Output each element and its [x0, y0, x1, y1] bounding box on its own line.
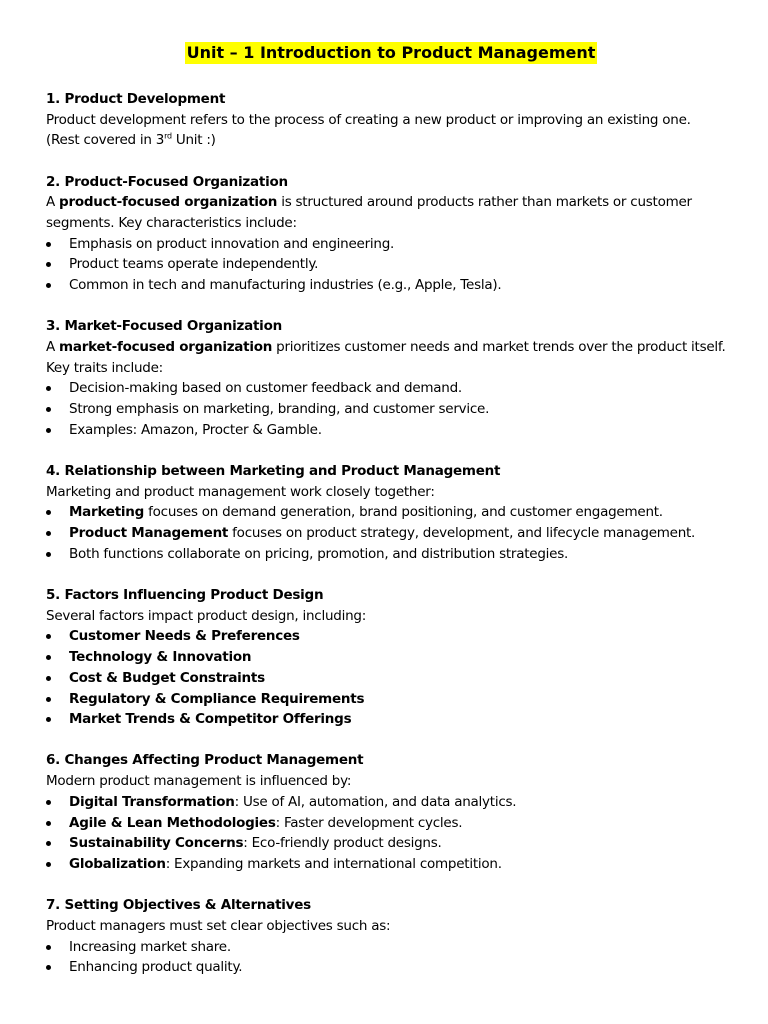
- list-item-text: focuses on product strategy, development, and lifecycle management.: [228, 525, 696, 542]
- text-run: (Rest covered in 3: [46, 132, 165, 149]
- list-item-text: Both functions collaborate on pricing, promotion, and distribution strategies.: [69, 545, 569, 562]
- bold-term: Sustainability Concerns: [69, 835, 244, 852]
- section-changes-product-management: [46, 750, 736, 874]
- text-run: A: [46, 194, 60, 211]
- bold-term: market-focused organization: [59, 339, 273, 356]
- paragraph: [46, 192, 736, 213]
- list-item: [46, 502, 736, 523]
- section-heading: 1. Product Development: [46, 91, 226, 107]
- section-market-focused-organization: [46, 316, 736, 440]
- bold-term: Agile & Lean Methodologies: [69, 814, 276, 831]
- bullet-icon: [46, 800, 51, 805]
- list-item: [46, 544, 736, 565]
- list-item: [46, 626, 736, 647]
- bullet-icon: [46, 862, 51, 867]
- superscript: rd: [164, 131, 172, 141]
- list-item: [46, 275, 736, 296]
- list-item: [46, 689, 736, 710]
- bullet-icon: [46, 841, 51, 846]
- list-item: [46, 854, 736, 875]
- list-item: [46, 234, 736, 255]
- bullet-icon: [46, 262, 51, 267]
- text-run: A: [46, 339, 60, 356]
- section-marketing-relationship: [46, 461, 736, 565]
- list-item: [46, 833, 736, 854]
- bullet-icon: [46, 821, 51, 826]
- list-item-text: Product teams operate independently.: [69, 256, 319, 273]
- document-page: [46, 42, 736, 999]
- section-heading: 6. Changes Affecting Product Management: [46, 752, 364, 769]
- list-item: [46, 378, 736, 399]
- list-item-text: Common in tech and manufacturing industries (e.g., Apple, Tesla).: [69, 277, 502, 294]
- bullet-icon: [46, 531, 51, 536]
- bullet-icon: [46, 242, 51, 247]
- section-product-development: [46, 89, 736, 151]
- list-item-text: : Use of AI, automation, and data analytics.: [234, 793, 517, 810]
- bold-term: Product Management: [69, 525, 229, 542]
- section-factors-product-design: [46, 585, 736, 730]
- paragraph: segments. Key characteristics include:: [46, 215, 297, 232]
- list-item-text: Customer Needs & Preferences: [69, 628, 300, 645]
- paragraph: [46, 337, 736, 358]
- list-item: [46, 813, 736, 834]
- list-item-text: : Faster development cycles.: [275, 814, 463, 831]
- section-heading: 3. Market-Focused Organization: [46, 318, 282, 335]
- bullet-icon: [46, 510, 51, 515]
- document-title: Unit – 1 Introduction to Product Management: [186, 43, 596, 62]
- text-run: is structured around products rather than markets or customer: [277, 194, 692, 211]
- paragraph: Modern product management is influenced by:: [46, 773, 352, 790]
- bold-term: Marketing: [69, 504, 145, 521]
- bold-term: product-focused organization: [59, 194, 278, 211]
- list-item: [46, 709, 736, 730]
- section-setting-objectives: [46, 895, 736, 978]
- bullet-icon: [46, 552, 51, 557]
- list-item-text: Technology & Innovation: [69, 649, 252, 666]
- section-heading: 2. Product-Focused Organization: [46, 173, 288, 190]
- list-item: [46, 523, 736, 544]
- section-heading: 7. Setting Objectives & Alternatives: [46, 897, 311, 914]
- bullet-icon: [46, 634, 51, 639]
- bullet-icon: [46, 428, 51, 433]
- list-item: [46, 792, 736, 813]
- paragraph: Marketing and product management work closely together:: [46, 483, 435, 500]
- paragraph: Product development refers to the process of creating a new product or improving an existing one.: [46, 111, 691, 128]
- list-item: [46, 957, 736, 978]
- bullet-icon: [46, 655, 51, 660]
- paragraph: [46, 130, 736, 151]
- text-run: prioritizes customer needs and market trends over the product itself.: [272, 339, 726, 356]
- bold-term: Digital Transformation: [69, 793, 235, 810]
- paragraph: Product managers must set clear objectives such as:: [46, 917, 391, 934]
- list-item-text: : Eco-friendly product designs.: [243, 835, 442, 852]
- list-item-text: Regulatory & Compliance Requirements: [69, 690, 365, 707]
- paragraph: Several factors impact product design, including:: [46, 607, 367, 624]
- bullet-icon: [46, 965, 51, 970]
- bullet-icon: [46, 717, 51, 722]
- list-item-text: Enhancing product quality.: [69, 959, 243, 976]
- list-item: [46, 937, 736, 958]
- list-item: [46, 420, 736, 441]
- list-item-text: Increasing market share.: [69, 938, 231, 955]
- bullet-icon: [46, 697, 51, 702]
- section-heading: 5. Factors Influencing Product Design: [46, 587, 324, 604]
- list-item-text: : Expanding markets and international competition.: [165, 856, 502, 872]
- list-item-text: Cost & Budget Constraints: [69, 669, 265, 686]
- list-item: [46, 647, 736, 668]
- list-item-text: Emphasis on product innovation and engineering.: [69, 235, 395, 252]
- bullet-icon: [46, 407, 51, 412]
- title-wrap: [46, 42, 736, 64]
- bullet-icon: [46, 945, 51, 950]
- list-item: [46, 668, 736, 689]
- bullet-icon: [46, 283, 51, 288]
- paragraph: Key traits include:: [46, 359, 163, 376]
- list-item: [46, 399, 736, 420]
- bold-term: Globalization: [69, 856, 166, 872]
- list-item-text: focuses on demand generation, brand positioning, and customer engagement.: [144, 504, 663, 521]
- list-item-text: Examples: Amazon, Procter & Gamble.: [69, 421, 322, 438]
- list-item-text: Decision-making based on customer feedback and demand.: [69, 380, 462, 397]
- bullet-icon: [46, 676, 51, 681]
- list-item-text: Market Trends & Competitor Offerings: [69, 711, 352, 728]
- text-run: Unit :): [171, 132, 216, 149]
- section-heading: 4. Relationship between Marketing and Product Management: [46, 463, 501, 480]
- section-product-focused-organization: [46, 172, 736, 296]
- list-item: [46, 254, 736, 275]
- list-item-text: Strong emphasis on marketing, branding, and customer service.: [69, 401, 490, 418]
- bullet-icon: [46, 386, 51, 391]
